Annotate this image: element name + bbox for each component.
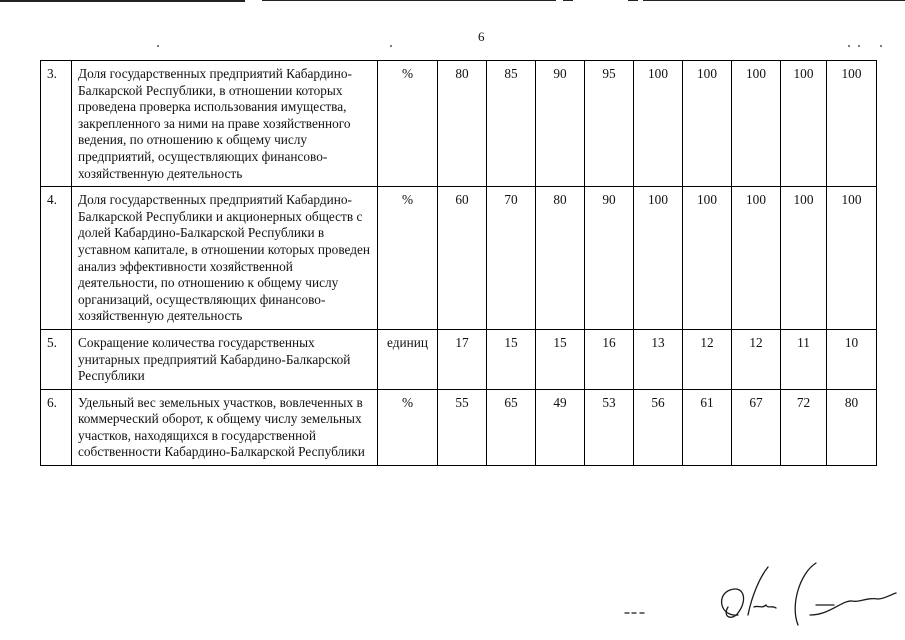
table-row	[41, 61, 877, 187]
table-row	[41, 329, 877, 389]
value-cell: 65	[487, 389, 536, 465]
row-number: 6.	[41, 389, 72, 465]
value-cell: 11	[781, 329, 827, 389]
value-cell: 85	[487, 61, 536, 187]
value-cell: 15	[487, 329, 536, 389]
value-cell: 100	[634, 61, 683, 187]
unit-cell: %	[378, 389, 438, 465]
value-cell: 95	[585, 61, 634, 187]
value-cell: 100	[683, 61, 732, 187]
indicators-table	[40, 60, 877, 466]
value-cell: 80	[827, 389, 877, 465]
value-cell: 100	[781, 61, 827, 187]
table-row	[41, 187, 877, 330]
scan-edge-line	[0, 0, 245, 2]
value-cell: 100	[634, 187, 683, 330]
value-cell: 90	[585, 187, 634, 330]
value-cell: 10	[827, 329, 877, 389]
value-cell: 53	[585, 389, 634, 465]
value-cell: 70	[487, 187, 536, 330]
value-cell: 12	[683, 329, 732, 389]
scan-edge-line	[628, 0, 638, 1]
value-cell: 67	[732, 389, 781, 465]
value-cell: 12	[732, 329, 781, 389]
value-cell: 15	[536, 329, 585, 389]
scan-speck	[880, 45, 882, 47]
signature	[620, 555, 900, 635]
scan-speck	[157, 45, 159, 47]
value-cell: 100	[827, 187, 877, 330]
scan-speck	[848, 45, 850, 47]
value-cell: 17	[438, 329, 487, 389]
row-number: 5.	[41, 329, 72, 389]
indicator-name: Удельный вес земельных участков, вовлеченных в коммерческий оборот, к общему числу земельных участков, находящихся в государственной собственности Кабардино-Балкарской Республики	[72, 389, 378, 465]
indicator-name: Доля государственных предприятий Кабардино-Балкарской Республики и акционерных обществ с долей Кабардино-Балкарской Республики в уставном капитале, в отношении которых проведен анализ эффективности хозяйственной деятельности, по отношению к общему числу организаций, осуществляющих финансово-хозяйственную деятельность	[72, 187, 378, 330]
scan-edge-line	[563, 0, 573, 1]
scan-edge-line	[262, 0, 556, 1]
unit-cell: %	[378, 61, 438, 187]
value-cell: 55	[438, 389, 487, 465]
indicator-name: Доля государственных предприятий Кабардино-Балкарской Республики, в отношении которых проведена проверка использования имущества, закрепленного за ними на праве хозяйственного ведения, по отношению к общему числу предприятий, осуществляющих финансово-хозяйственную деятельность	[72, 61, 378, 187]
row-number: 4.	[41, 187, 72, 330]
value-cell: 100	[781, 187, 827, 330]
unit-cell: единиц	[378, 329, 438, 389]
value-cell: 13	[634, 329, 683, 389]
scan-speck	[858, 45, 860, 47]
indicator-name: Сокращение количества государственных унитарных предприятий Кабардино-Балкарской Республики	[72, 329, 378, 389]
row-number: 3.	[41, 61, 72, 187]
value-cell: 80	[536, 187, 585, 330]
value-cell: 100	[827, 61, 877, 187]
value-cell: 56	[634, 389, 683, 465]
value-cell: 80	[438, 61, 487, 187]
value-cell: 90	[536, 61, 585, 187]
value-cell: 100	[732, 187, 781, 330]
value-cell: 61	[683, 389, 732, 465]
scan-speck	[390, 45, 392, 47]
unit-cell: %	[378, 187, 438, 330]
value-cell: 72	[781, 389, 827, 465]
page-number: 6	[478, 29, 485, 44]
value-cell: 49	[536, 389, 585, 465]
value-cell: 100	[732, 61, 781, 187]
value-cell: 100	[683, 187, 732, 330]
value-cell: 60	[438, 187, 487, 330]
scan-edge-line	[643, 0, 905, 1]
value-cell: 16	[585, 329, 634, 389]
table-row	[41, 389, 877, 465]
